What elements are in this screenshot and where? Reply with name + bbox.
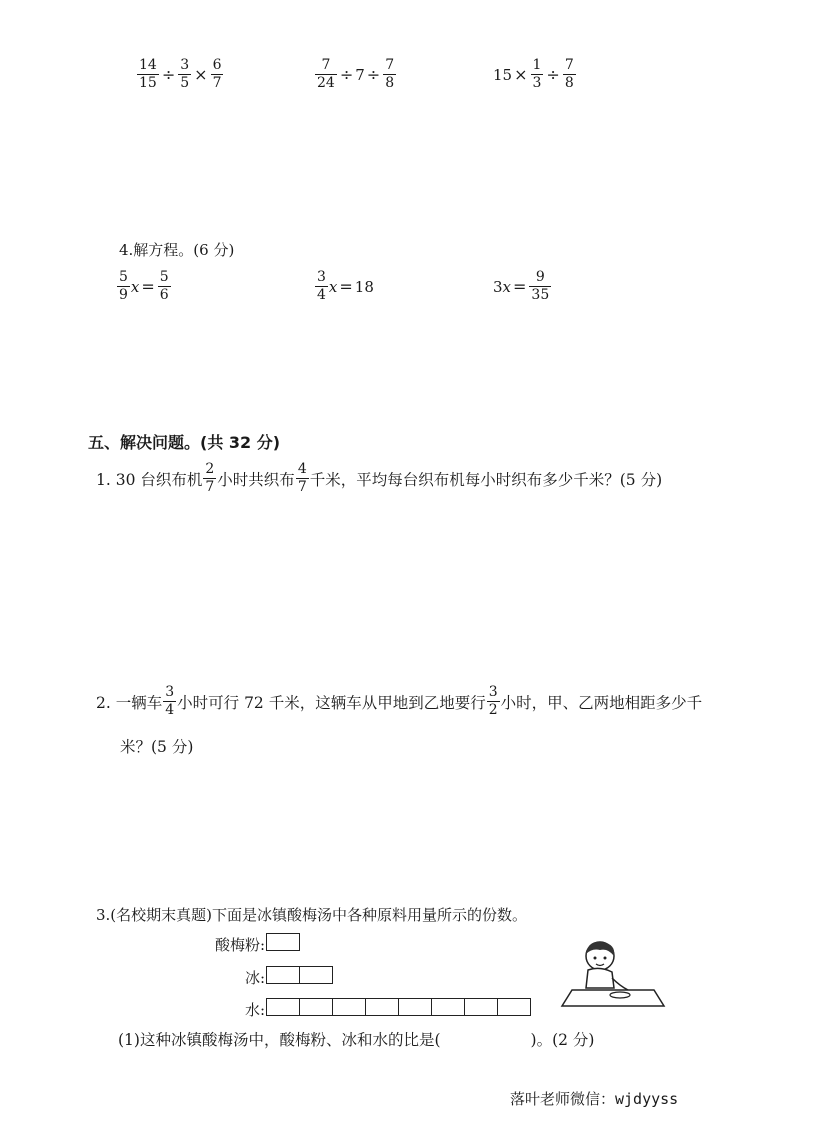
operator: ÷ bbox=[339, 65, 354, 84]
water-parts-row bbox=[266, 998, 530, 1016]
student-illustration bbox=[558, 938, 668, 1010]
fraction: $\frac{2}{7}$ bbox=[205, 461, 215, 495]
operator: ÷ bbox=[366, 65, 381, 84]
problem-1 bbox=[96, 462, 662, 495]
equation-2 bbox=[314, 270, 374, 303]
fraction: $\frac{14}{15}$ bbox=[139, 57, 157, 91]
fraction: $\frac{3}{4}$ bbox=[165, 684, 175, 718]
label-ice: 冰: bbox=[244, 969, 265, 987]
equation-1 bbox=[116, 270, 172, 303]
calc-expression-2 bbox=[314, 58, 397, 91]
variable: x bbox=[328, 277, 338, 296]
operator: × bbox=[194, 65, 208, 84]
number: 7 bbox=[355, 65, 365, 84]
ice-part-box bbox=[299, 966, 333, 984]
operator: × bbox=[514, 65, 528, 84]
variable: x bbox=[130, 277, 140, 296]
fraction: $\frac{7}{8}$ bbox=[385, 57, 395, 91]
calc-expression-1 bbox=[136, 58, 224, 91]
problem-text: )。(2 分) bbox=[530, 1031, 595, 1049]
water-part-box bbox=[398, 998, 432, 1016]
water-part-box bbox=[497, 998, 531, 1016]
ice-parts-row bbox=[266, 966, 332, 984]
problem-text: (1)这种冰镇酸梅汤中，酸梅粉、冰和水的比是( bbox=[118, 1031, 441, 1049]
problem-text: 小时，甲、乙两地相距多少千 bbox=[500, 693, 703, 712]
label-water: 水: bbox=[244, 1001, 265, 1019]
fraction: $\frac{5}{6}$ bbox=[159, 269, 169, 303]
number: 18 bbox=[354, 277, 374, 296]
water-part-box bbox=[299, 998, 333, 1016]
fraction: $\frac{1}{3}$ bbox=[532, 57, 542, 91]
fraction: $\frac{3}{2}$ bbox=[488, 684, 498, 718]
fraction: $\frac{9}{35}$ bbox=[531, 269, 550, 303]
problem-text: 小时可行 72 千米，这辆车从甲地到乙地要行 bbox=[177, 693, 486, 712]
problem-text: 小时共织布 bbox=[217, 470, 295, 489]
number: 15 bbox=[493, 65, 513, 84]
problem-2-line2: 米？(5 分) bbox=[120, 738, 194, 756]
calc-expression-3 bbox=[493, 58, 577, 91]
equation-3 bbox=[493, 270, 552, 303]
water-part-box bbox=[365, 998, 399, 1016]
fraction: $\frac{7}{24}$ bbox=[317, 57, 335, 91]
operator: ÷ bbox=[161, 65, 176, 84]
equals-sign: = bbox=[513, 277, 527, 296]
problem-text: 2. 一辆车 bbox=[96, 693, 163, 712]
equals-sign: = bbox=[339, 277, 353, 296]
water-part-box bbox=[332, 998, 366, 1016]
powder-parts-row bbox=[266, 933, 299, 951]
problem-3-sub1 bbox=[118, 1028, 594, 1050]
fraction: $\frac{7}{8}$ bbox=[564, 57, 574, 91]
fraction: $\frac{6}{7}$ bbox=[212, 57, 222, 91]
number: 3 bbox=[493, 277, 503, 296]
fraction: $\frac{3}{4}$ bbox=[317, 269, 326, 303]
variable: x bbox=[502, 277, 512, 296]
section-5-title: 五、解决问题。(共 32 分) bbox=[88, 433, 281, 452]
water-part-box bbox=[266, 998, 300, 1016]
ice-part-box bbox=[266, 966, 300, 984]
fraction: $\frac{5}{9}$ bbox=[119, 269, 128, 303]
water-part-box bbox=[464, 998, 498, 1016]
problem-text: 1. 30 台织布机 bbox=[96, 470, 203, 489]
label-plum-powder: 酸梅粉: bbox=[214, 936, 265, 954]
footer-watermark: 落叶老师微信：wjdyyss bbox=[510, 1090, 679, 1108]
problem-text: 千米，平均每台织布机每小时织布多少千米？(5 分) bbox=[309, 470, 663, 489]
powder-part-box bbox=[266, 933, 300, 951]
equals-sign: = bbox=[141, 277, 155, 296]
problem-3-heading: 3.(名校期末真题)下面是冰镇酸梅汤中各种原料用量所示的份数。 bbox=[96, 906, 528, 924]
water-part-box bbox=[431, 998, 465, 1016]
fraction: $\frac{3}{5}$ bbox=[180, 57, 190, 91]
fraction: $\frac{4}{7}$ bbox=[297, 461, 307, 495]
operator: ÷ bbox=[546, 65, 560, 84]
problem-2 bbox=[96, 685, 702, 718]
question-4-heading: 4.解方程。(6 分) bbox=[119, 241, 235, 259]
